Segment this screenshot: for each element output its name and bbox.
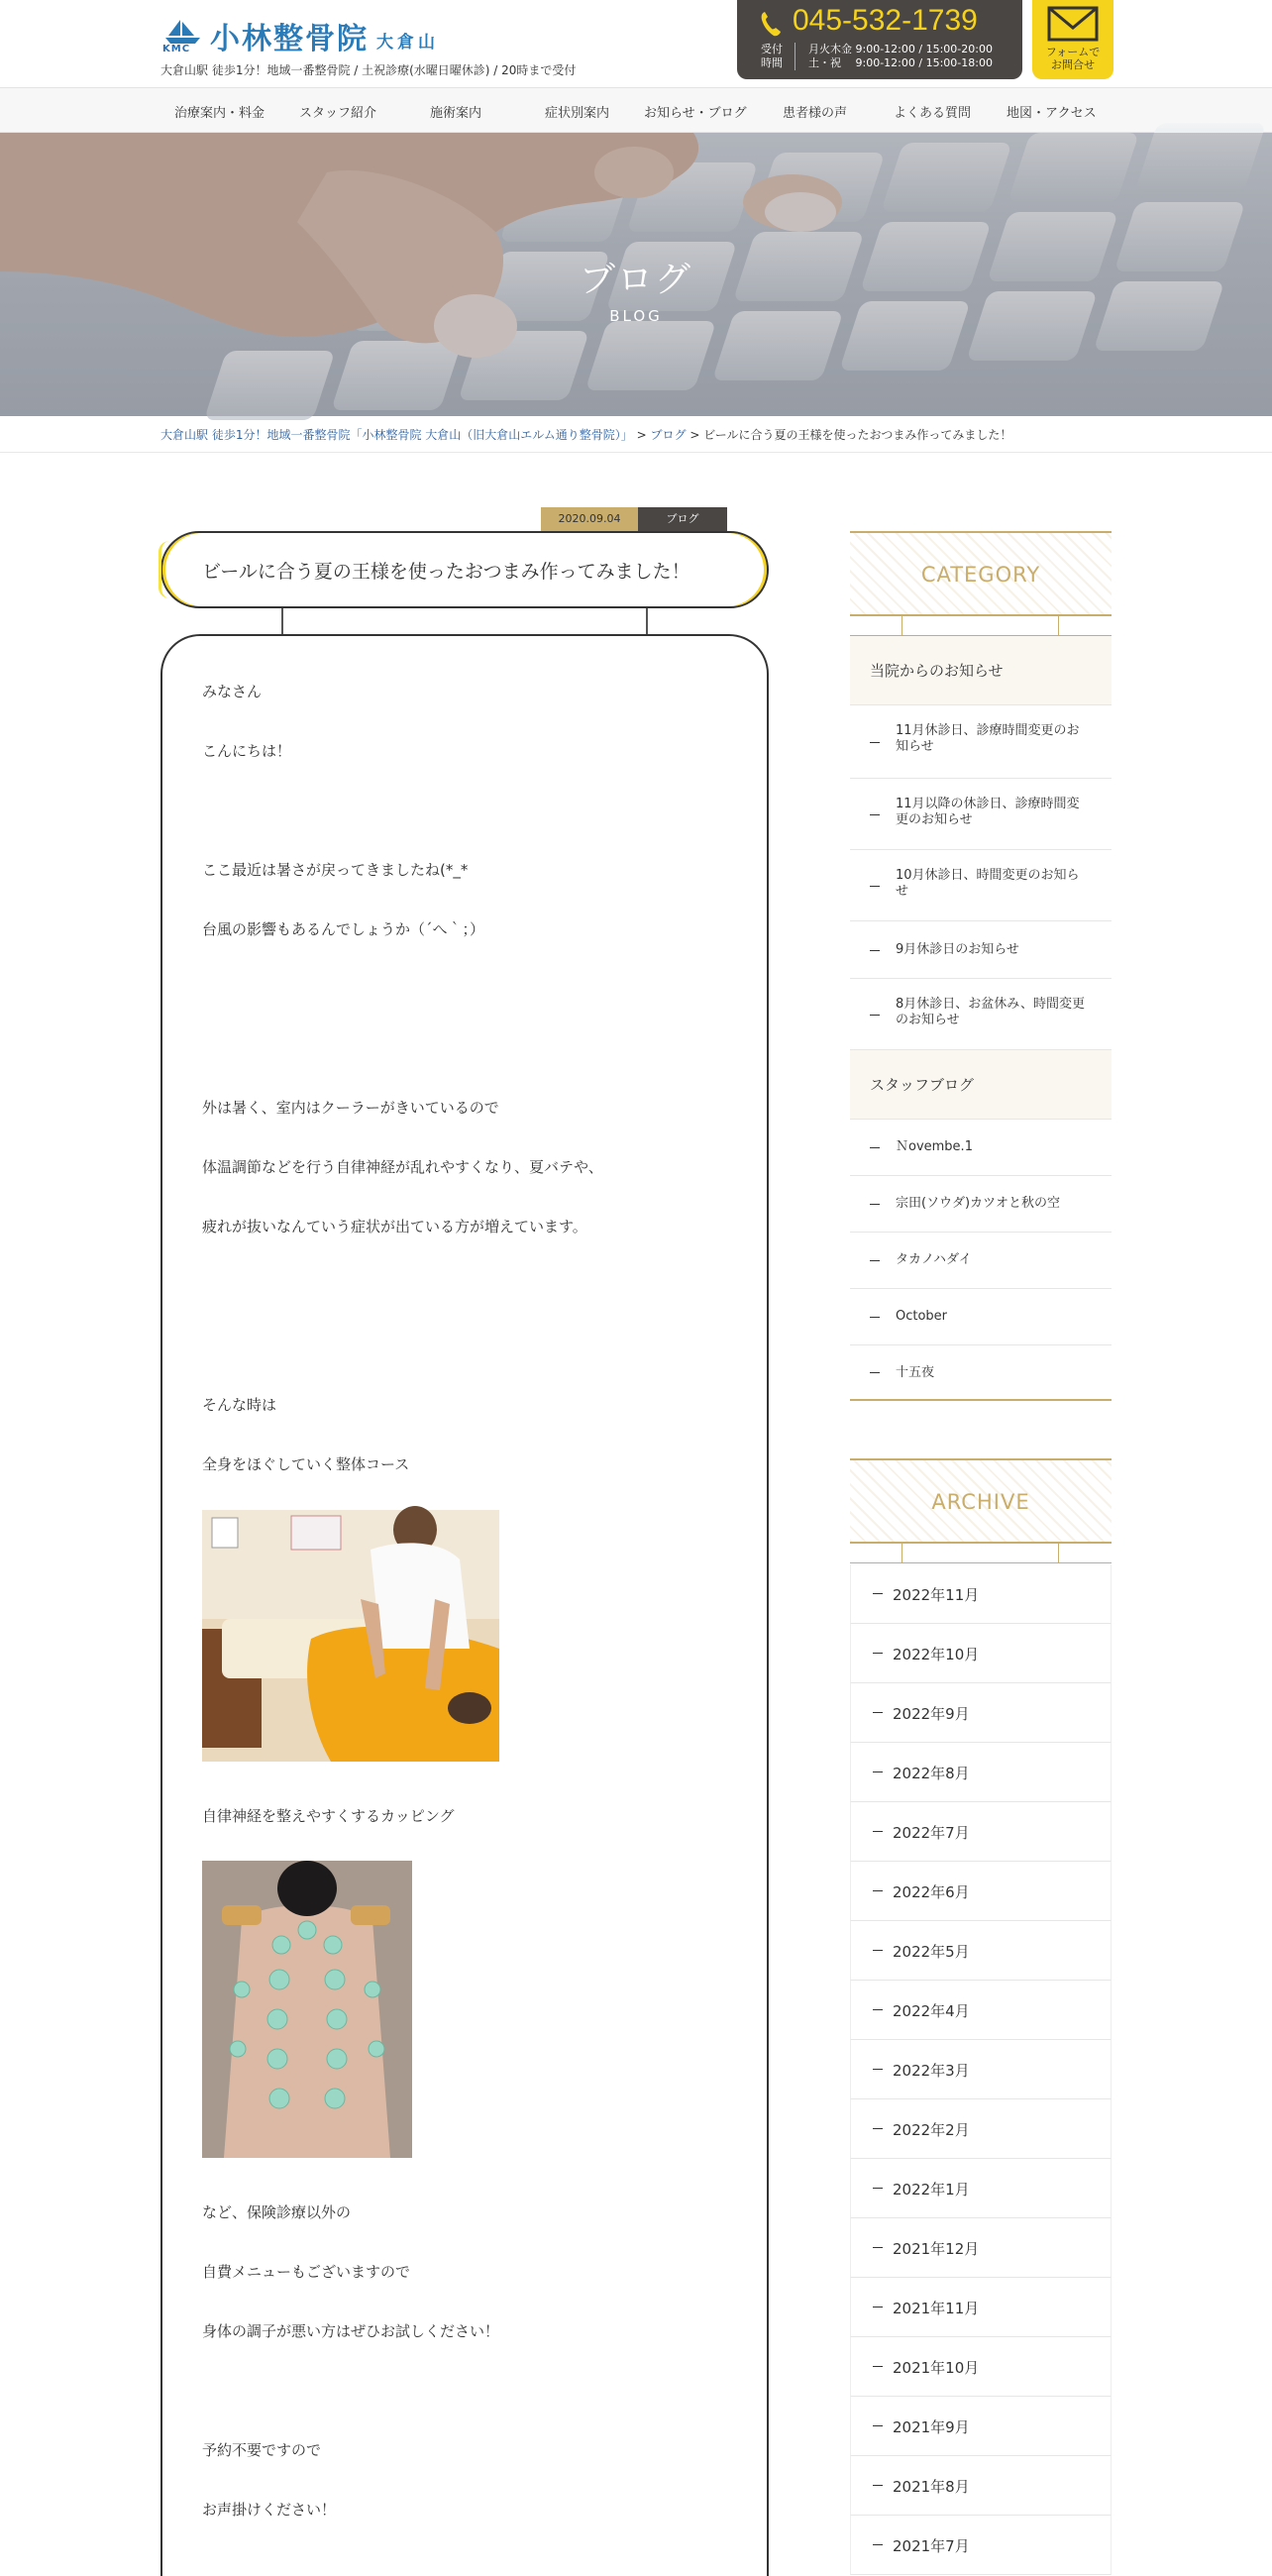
archive-link[interactable] (850, 1981, 1112, 2040)
archive-link[interactable] (850, 2278, 1112, 2337)
category-link-label: 9月休診日のお知らせ (896, 942, 1019, 957)
archive-link-label: 2022年7月 (893, 1824, 970, 1842)
dash-icon (873, 2544, 883, 2545)
business-hours (808, 43, 993, 70)
category-link-label: 11月以降の休診日、診療時間変更のお知らせ (896, 797, 1080, 827)
nav-item-news-blog[interactable]: お知らせ・ブログ (644, 106, 747, 121)
archive-link[interactable] (850, 1564, 1112, 1624)
category-heading-box (850, 531, 1112, 616)
archive-link-label: 2021年9月 (893, 2418, 970, 2436)
dash-icon (873, 2485, 883, 2486)
category-link[interactable] (850, 1289, 1112, 1345)
contact-form-button[interactable] (1032, 0, 1113, 79)
archive-link-label: 2022年8月 (893, 1765, 970, 1782)
archive-link[interactable] (850, 2159, 1112, 2218)
archive-link[interactable] (850, 1802, 1112, 1862)
dash-icon (873, 2009, 883, 2010)
hours-label (757, 43, 787, 70)
global-nav (0, 87, 1272, 133)
archive-link-label: 2022年5月 (893, 1943, 970, 1961)
dash-icon (870, 886, 880, 887)
post-paragraph: みなさん (202, 683, 263, 700)
dash-icon (873, 2425, 883, 2426)
archive-link[interactable] (850, 1862, 1112, 1921)
hero-banner (0, 133, 1272, 416)
logo-title: 小林整骨院 (210, 22, 369, 56)
form-label-line-1: フォームで (1045, 46, 1101, 58)
category-heading: CATEGORY (920, 563, 1041, 587)
breadcrumb-current: ビールに合う夏の王様を使ったおつまみ作ってみました！ (703, 428, 1012, 442)
archive-link-label: 2021年7月 (893, 2537, 970, 2555)
category-link[interactable] (850, 850, 1112, 921)
breadcrumb (160, 426, 1011, 443)
breadcrumb-home-link[interactable]: 大倉山駅 徒歩1分！地域一番整骨院「小林整骨院 大倉山（旧大倉山エルム通り整骨院）」 (160, 428, 633, 442)
dash-icon (870, 1260, 880, 1261)
category-link[interactable] (850, 979, 1112, 1050)
archive-link-label: 2022年4月 (893, 2002, 970, 2020)
archive-link[interactable] (850, 2516, 1112, 2575)
dash-icon (873, 1950, 883, 1951)
archive-link-label: 2022年1月 (893, 2181, 970, 2199)
hours-label-line-2: 時間 (761, 56, 783, 69)
nav-item-staff[interactable]: スタッフ紹介 (299, 106, 377, 121)
category-link-label: October (896, 1309, 948, 1324)
form-label-line-2: お問合せ (1051, 58, 1095, 71)
category-link-label: Ｎovembe.1 (896, 1139, 973, 1154)
breadcrumb-blog-link[interactable]: ブログ (650, 428, 687, 442)
post-paragraph: 自費メニューもございますので (202, 2263, 411, 2281)
archive-link-label: 2022年3月 (893, 2062, 970, 2080)
category-link[interactable] (850, 1176, 1112, 1233)
site-header (0, 0, 1272, 87)
cupping-photo (202, 1861, 412, 2158)
dash-icon (873, 2128, 883, 2129)
hours-line-2: 土・祝 9:00-12:00 / 15:00-18:00 (808, 56, 993, 69)
category-link-label: 宗田(ソウダ)カツオと秋の空 (896, 1196, 1061, 1211)
phone-number[interactable]: 045-532-1739 (793, 4, 978, 37)
dash-icon (870, 1372, 880, 1373)
archive-link[interactable] (850, 1743, 1112, 1802)
post-date: 2020.09.04 (541, 507, 638, 531)
dash-icon (873, 1712, 883, 1713)
category-link-label: 8月休診日、お盆休み、時間変更のお知らせ (896, 997, 1086, 1027)
dash-icon (873, 1771, 883, 1772)
page-title: ブログ (579, 260, 692, 300)
category-group-staff-blog[interactable]: スタッフブログ (850, 1050, 1112, 1120)
dash-icon (873, 2069, 883, 2070)
breadcrumb-divider (0, 452, 1272, 453)
post-paragraph: ここ最近は暑さが戻ってきましたね(*_* (202, 861, 469, 879)
category-link[interactable] (850, 1345, 1112, 1400)
heading-tick (901, 616, 902, 636)
logo-mark-text: KMC (162, 44, 191, 54)
category-link[interactable] (850, 1233, 1112, 1289)
dash-icon (873, 1653, 883, 1654)
archive-link-label: 2021年11月 (893, 2300, 980, 2317)
breadcrumb-separator: > (632, 428, 651, 442)
category-group-notices[interactable]: 当院からのお知らせ (850, 636, 1112, 705)
archive-link-label: 2021年8月 (893, 2478, 970, 2496)
dash-icon (870, 1204, 880, 1205)
dash-icon (870, 1147, 880, 1148)
dash-icon (873, 1831, 883, 1832)
category-link[interactable] (850, 779, 1112, 850)
category-link-label: 10月休診日、時間変更のお知らせ (896, 868, 1080, 899)
dash-icon (870, 1317, 880, 1318)
nav-item-treatment-fees[interactable]: 治療案内・料金 (174, 106, 265, 121)
category-heading-ticks (850, 616, 1112, 636)
archive-link-label: 2021年10月 (893, 2359, 980, 2377)
archive-link-label: 2022年10月 (893, 1646, 980, 1664)
archive-heading: ARCHIVE (931, 1490, 1030, 1514)
archive-link-label: 2022年11月 (893, 1586, 980, 1604)
massage-photo (202, 1510, 499, 1762)
post-paragraph: 台風の影響もあるんでしょうか（´へ｀；） (202, 920, 485, 938)
nav-item-testimonials[interactable]: 患者様の声 (783, 106, 848, 121)
post-paragraph: 自律神経を整えやすくするカッピング (202, 1807, 455, 1825)
ship-logo-icon (160, 16, 204, 55)
post-paragraph: など、保険診療以外の (202, 2203, 352, 2221)
archive-link-label: 2022年6月 (893, 1883, 970, 1901)
archive-link[interactable] (850, 1921, 1112, 1981)
site-logo[interactable] (160, 14, 439, 57)
dash-icon (873, 1890, 883, 1891)
breadcrumb-separator: > (686, 428, 704, 442)
heading-tick (1058, 1544, 1059, 1563)
post-paragraph: 外は暑く、室内はクーラーがきいているので (202, 1099, 499, 1117)
post-paragraph: 疲れが抜いなんていう症状が出ている方が増えています。 (202, 1218, 587, 1235)
logo-subtitle: 大倉山 (376, 32, 439, 53)
dash-icon (873, 2366, 883, 2367)
post-paragraph: 体温調節などを行う自律神経が乱れやすくなり、夏バテや、 (202, 1158, 603, 1176)
heading-tick (901, 1544, 902, 1563)
category-link[interactable] (850, 921, 1112, 979)
post-title: ビールに合う夏の王様を使ったおつまみ作ってみました！ (202, 561, 690, 583)
category-link-label: タカノハダイ (896, 1252, 972, 1267)
dash-icon (870, 742, 880, 743)
archive-link[interactable] (850, 1683, 1112, 1743)
archive-link-label: 2022年9月 (893, 1705, 970, 1723)
post-paragraph: 予約不要ですので (202, 2441, 322, 2459)
archive-link[interactable] (850, 2397, 1112, 2456)
dash-icon (873, 2247, 883, 2248)
archive-link-label: 2022年2月 (893, 2121, 970, 2139)
dash-icon (873, 1593, 883, 1594)
archive-heading-box (850, 1458, 1112, 1544)
category-link-label: 十五夜 (896, 1365, 935, 1380)
post-body (160, 634, 769, 2576)
dash-icon (870, 950, 880, 951)
archive-link[interactable] (850, 2337, 1112, 2397)
dash-icon (870, 1015, 880, 1016)
nav-item-symptoms[interactable]: 症状別案内 (545, 106, 610, 121)
post-paragraph: こんにちは！ (202, 742, 292, 760)
archive-link[interactable] (850, 2099, 1112, 2159)
phone-contact[interactable] (737, 0, 1022, 79)
archive-link[interactable] (850, 2456, 1112, 2516)
archive-link[interactable] (850, 2218, 1112, 2278)
post-paragraph: お声掛けください！ (202, 2501, 337, 2519)
nav-item-faq[interactable]: よくある質問 (894, 106, 972, 121)
mail-icon (1047, 6, 1099, 42)
archive-link[interactable] (850, 2040, 1112, 2099)
site-tagline: 大倉山駅 徒歩1分！地域一番整骨院 / 土祝診療(水曜日曜休診) / 20時まで受付 (160, 63, 577, 77)
category-link-label: 11月休診日、診療時間変更のお知らせ (896, 723, 1080, 754)
nav-item-access[interactable]: 地図・アクセス (1007, 106, 1097, 121)
post-paragraph: 身体の調子が悪い方はぜひお試しください！ (202, 2322, 500, 2340)
category-bottom-rule (850, 1399, 1112, 1401)
post-paragraph: 全身をほぐしていく整体コース (202, 1455, 410, 1473)
page-subtitle: BLOG (609, 307, 663, 325)
post-title-box (160, 531, 769, 608)
archive-heading-ticks (850, 1544, 1112, 1563)
nav-item-services[interactable]: 施術案内 (430, 106, 482, 121)
hours-line-1: 月火木金 9:00-12:00 / 15:00-20:00 (808, 43, 993, 55)
dash-icon (870, 814, 880, 815)
category-link[interactable] (850, 1120, 1112, 1176)
archive-link-label: 2021年12月 (893, 2240, 980, 2258)
dash-icon (873, 2188, 883, 2189)
post-category-badge[interactable]: ブログ (638, 507, 727, 531)
title-connector-left (281, 608, 283, 634)
hours-label-line-1: 受付 (761, 43, 783, 55)
title-connector-right (646, 608, 648, 634)
heading-tick (1058, 616, 1059, 636)
category-link[interactable] (850, 705, 1112, 779)
post-paragraph: そんな時は (202, 1396, 277, 1414)
archive-link[interactable] (850, 1624, 1112, 1683)
phone-icon (759, 10, 783, 38)
dash-icon (873, 2307, 883, 2308)
